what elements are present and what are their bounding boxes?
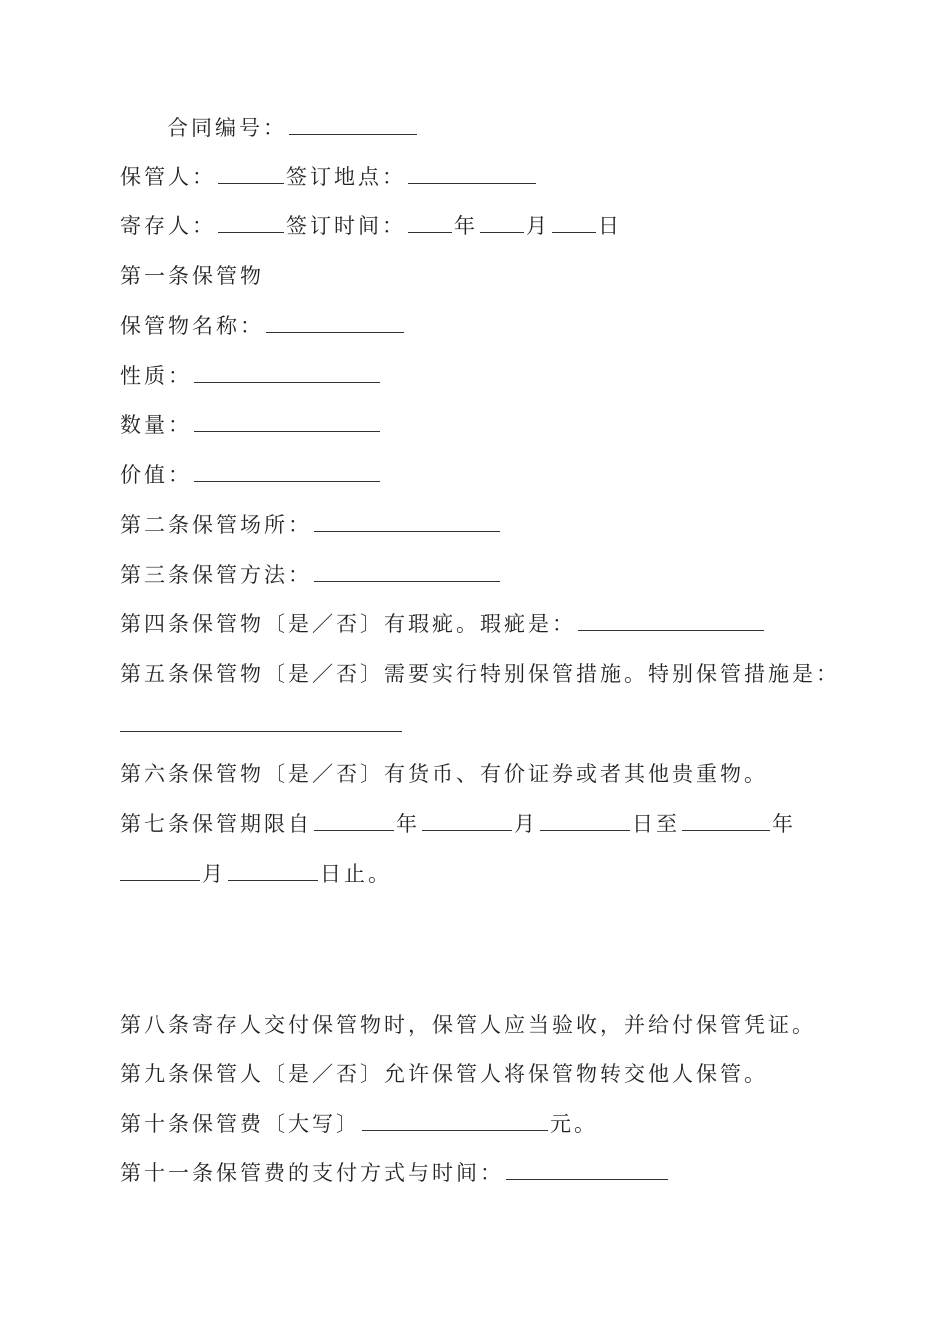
article-5-blank-line bbox=[120, 710, 404, 740]
article-6-line: 第六条保管物〔是／否〕有货币、有价证券或者其他贵重物。 bbox=[120, 762, 768, 786]
article-3-label: 第三条保管方法： bbox=[120, 563, 312, 587]
item-name-label: 保管物名称： bbox=[120, 314, 264, 338]
day-label: 日 bbox=[598, 214, 622, 238]
end-year-blank[interactable] bbox=[682, 810, 770, 831]
value-blank[interactable] bbox=[194, 461, 380, 482]
article-9-line: 第九条保管人〔是／否〕允许保管人将保管物转交他人保管。 bbox=[120, 1062, 768, 1086]
article-7-continued-line bbox=[120, 859, 392, 889]
end-label: 日止。 bbox=[320, 862, 392, 886]
day-to-label: 日至 bbox=[632, 812, 680, 836]
article-11-line bbox=[120, 1158, 670, 1188]
custodian-blank[interactable] bbox=[218, 163, 284, 184]
article-5-line: 第五条保管物〔是／否〕需要实行特别保管措施。特别保管措施是： bbox=[120, 662, 840, 686]
payment-method-blank[interactable] bbox=[506, 1159, 668, 1180]
sign-place-blank[interactable] bbox=[408, 163, 536, 184]
start-year-blank[interactable] bbox=[314, 810, 394, 831]
quantity-line bbox=[120, 410, 382, 440]
article-3-line bbox=[120, 560, 502, 590]
year-label: 年 bbox=[454, 214, 478, 238]
month-label: 月 bbox=[526, 214, 550, 238]
nature-line bbox=[120, 361, 382, 391]
article-7-line bbox=[120, 809, 796, 839]
quantity-blank[interactable] bbox=[194, 411, 380, 432]
currency-label: 元。 bbox=[550, 1112, 598, 1136]
article-10-label: 第十条保管费〔大写〕 bbox=[120, 1112, 360, 1136]
storage-method-blank[interactable] bbox=[314, 561, 500, 582]
contract-number-blank[interactable] bbox=[289, 114, 417, 135]
depositor-label: 寄存人： bbox=[120, 214, 216, 238]
end-day-blank[interactable] bbox=[228, 860, 318, 881]
article-2-label: 第二条保管场所： bbox=[120, 513, 312, 537]
article-10-line bbox=[120, 1109, 598, 1139]
contract-number-label: 合同编号： bbox=[167, 116, 287, 140]
value-line bbox=[120, 460, 382, 490]
defect-blank[interactable] bbox=[578, 610, 764, 631]
nature-blank[interactable] bbox=[194, 362, 380, 383]
start-month-blank[interactable] bbox=[422, 810, 512, 831]
article-1-heading: 第一条保管物 bbox=[120, 264, 264, 288]
quantity-label: 数量： bbox=[120, 413, 192, 437]
end-month-label: 月 bbox=[202, 862, 226, 886]
item-name-blank[interactable] bbox=[266, 312, 404, 333]
special-measures-blank[interactable] bbox=[120, 711, 402, 732]
nature-label: 性质： bbox=[120, 364, 192, 388]
custodian-label: 保管人： bbox=[120, 165, 216, 189]
contract-number-line bbox=[167, 113, 419, 143]
depositor-blank[interactable] bbox=[218, 212, 284, 233]
sign-place-label: 签订地点： bbox=[286, 165, 406, 189]
end-year-label: 年 bbox=[772, 812, 796, 836]
article-7-label: 第七条保管期限自 bbox=[120, 812, 312, 836]
article-8-line: 第八条寄存人交付保管物时，保管人应当验收，并给付保管凭证。 bbox=[120, 1013, 816, 1037]
custodian-line bbox=[120, 162, 538, 192]
value-label: 价值： bbox=[120, 463, 192, 487]
item-name-line bbox=[120, 311, 406, 341]
end-month-blank[interactable] bbox=[120, 860, 200, 881]
sign-year-blank[interactable] bbox=[408, 212, 452, 233]
sign-time-label: 签订时间： bbox=[286, 214, 406, 238]
start-month-label: 月 bbox=[514, 812, 538, 836]
start-year-label: 年 bbox=[396, 812, 420, 836]
article-2-line bbox=[120, 510, 502, 540]
article-11-label: 第十一条保管费的支付方式与时间： bbox=[120, 1161, 504, 1185]
sign-month-blank[interactable] bbox=[480, 212, 524, 233]
storage-place-blank[interactable] bbox=[314, 511, 500, 532]
start-day-blank[interactable] bbox=[540, 810, 630, 831]
depositor-line bbox=[120, 211, 622, 241]
fee-amount-blank[interactable] bbox=[362, 1110, 548, 1131]
sign-day-blank[interactable] bbox=[552, 212, 596, 233]
article-4-line bbox=[120, 609, 766, 639]
article-4-label: 第四条保管物〔是／否〕有瑕疵。瑕疵是： bbox=[120, 612, 576, 636]
